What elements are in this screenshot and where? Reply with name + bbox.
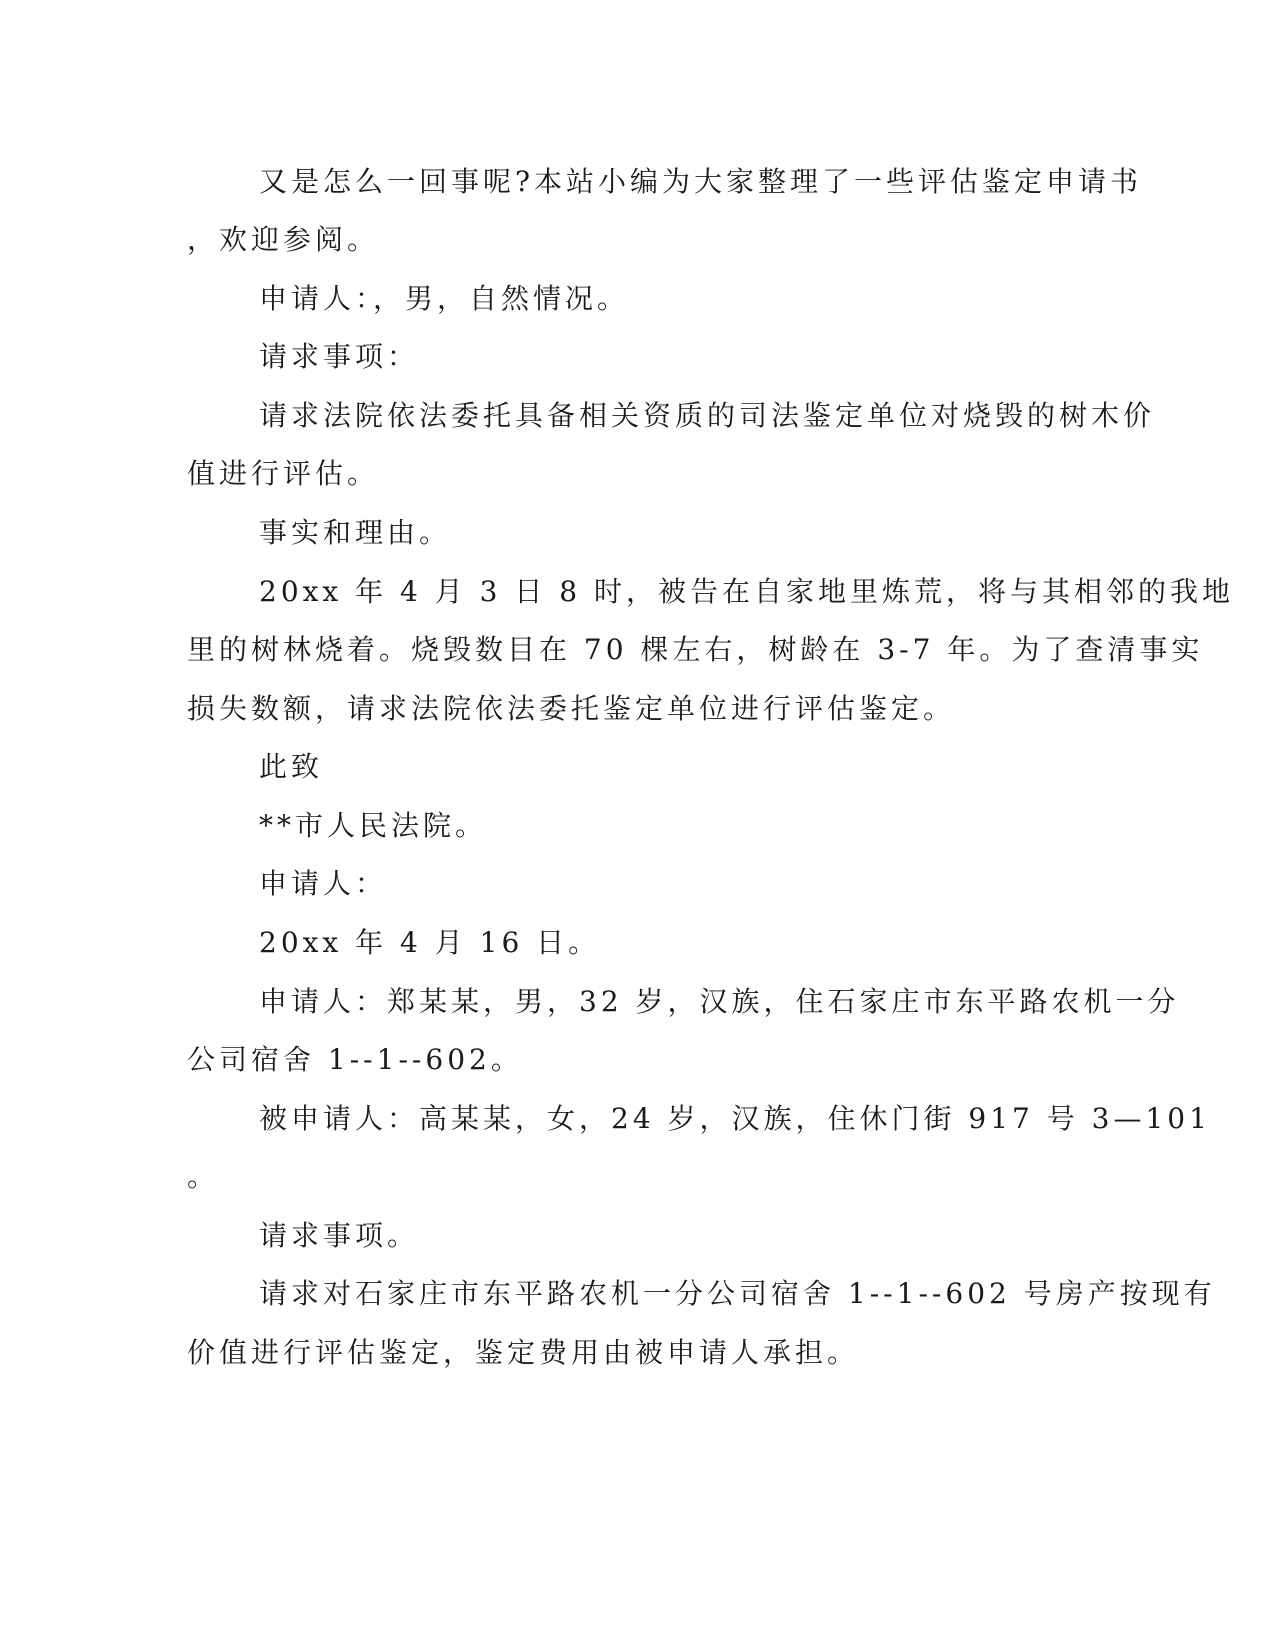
paragraph-line: 值进行评估。 bbox=[187, 457, 380, 490]
paragraph-line: 里的树林烧着。烧毁数目在 70 棵左右，树龄在 3-7 年。为了查清事实 bbox=[187, 633, 1204, 666]
paragraph-line: 公司宿舍 1--1--602。 bbox=[187, 1043, 523, 1076]
paragraph-line: 请求事项： bbox=[259, 340, 420, 373]
paragraph-line: 。 bbox=[187, 1160, 220, 1193]
paragraph-line: 20xx 年 4 月 16 日。 bbox=[259, 926, 601, 959]
paragraph-line: 事实和理由。 bbox=[259, 516, 452, 549]
paragraph-line: 20xx 年 4 月 3 日 8 时，被告在自家地里炼荒，将与其相邻的我地 bbox=[259, 575, 1234, 608]
paragraph-line: ，欢迎参阅。 bbox=[187, 223, 380, 256]
paragraph-line: 被申请人：高某某，女，24 岁，汉族，住休门街 917 号 3—101 bbox=[259, 1102, 1211, 1135]
paragraph-line: **市人民法院。 bbox=[259, 809, 488, 842]
paragraph-line: 申请人： bbox=[259, 867, 388, 900]
paragraph-line: 请求对石家庄市东平路农机一分公司宿舍 1--1--602 号房产按现有 bbox=[259, 1277, 1216, 1310]
paragraph-line: 申请人：郑某某，男，32 岁，汉族，住石家庄市东平路农机一分 bbox=[259, 985, 1180, 1018]
paragraph-line: 请求事项。 bbox=[259, 1219, 420, 1252]
paragraph-line: 价值进行评估鉴定，鉴定费用由被申请人承担。 bbox=[187, 1336, 860, 1369]
paragraph-line: 申请人：，男，自然情况。 bbox=[259, 282, 630, 315]
paragraph-line: 损失数额，请求法院依法委托鉴定单位进行评估鉴定。 bbox=[187, 692, 956, 725]
paragraph-line: 此致 bbox=[259, 750, 324, 783]
paragraph-line: 请求法院依法委托具备相关资质的司法鉴定单位对烧毁的树木价 bbox=[259, 399, 1156, 432]
paragraph-line: 又是怎么一回事呢?本站小编为大家整理了一些评估鉴定申请书 bbox=[259, 165, 1143, 198]
